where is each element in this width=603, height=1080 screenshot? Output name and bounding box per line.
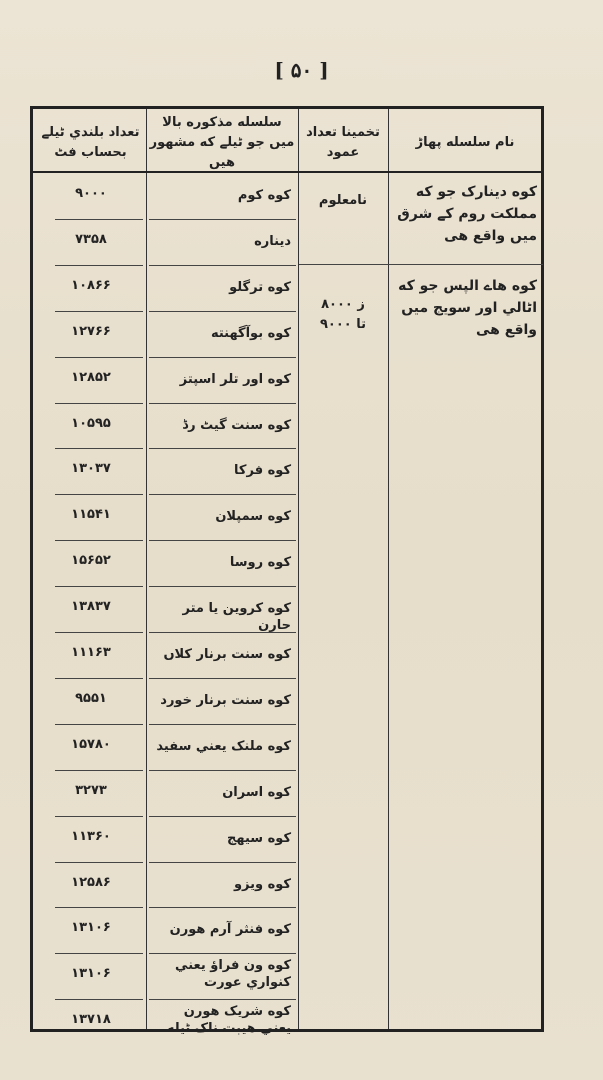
row-separator bbox=[55, 540, 143, 541]
peak-name: کوه سمپلان bbox=[215, 509, 291, 525]
peak-height: ۷۳۵۸ bbox=[75, 231, 107, 247]
row-separator bbox=[149, 357, 296, 358]
peak-height: ۱۵۶۵۲ bbox=[71, 553, 111, 569]
row-separator bbox=[149, 907, 296, 908]
column-divider bbox=[146, 109, 147, 1029]
range-dinaric: کوه دینارک جو که مملکت روم کے شرق میں واقع هی bbox=[397, 184, 537, 244]
row-separator bbox=[55, 862, 143, 863]
row-separator bbox=[55, 311, 143, 312]
row-separator bbox=[149, 219, 296, 220]
row-separator bbox=[55, 724, 143, 725]
peak-height: ۹۰۰۰ bbox=[75, 186, 107, 201]
estimate-alps-from: ز ۸۰۰۰ bbox=[321, 297, 365, 312]
peak-height: ۱۲۵۸۶ bbox=[71, 874, 111, 890]
peak-name: کوه کروین یا متر حارن bbox=[182, 601, 291, 634]
row-separator bbox=[55, 999, 143, 1000]
peak-height: ۱۳۱۰۶ bbox=[71, 920, 111, 936]
peak-name: کوه اسران bbox=[222, 784, 291, 800]
row-separator bbox=[149, 678, 296, 679]
row-separator bbox=[55, 219, 143, 220]
estimate-alps-to: تا ۹۰۰۰ bbox=[319, 317, 367, 332]
peak-name: کوه سنت برنار کلاں bbox=[163, 647, 291, 662]
row-separator bbox=[55, 265, 143, 266]
peak-height: ۱۵۷۸۰ bbox=[71, 736, 111, 752]
peak-height: ۹۵۵۱ bbox=[75, 690, 107, 706]
row-separator bbox=[149, 586, 296, 587]
header-height: تعداد بلندي ٹیلے بحساب فٹ bbox=[41, 125, 140, 160]
peak-height: ۱۲۸۵۲ bbox=[71, 369, 111, 385]
peak-name: کوه فنثر آرم هورن bbox=[169, 922, 291, 938]
peak-name: کوه اور تلر اسپتز bbox=[179, 371, 291, 387]
row-separator bbox=[149, 311, 296, 312]
header-estimate: تخمینا تعداد عمود bbox=[306, 125, 380, 160]
peak-name: کوه سنت برنار خورد bbox=[160, 692, 291, 708]
mountain-table bbox=[30, 106, 544, 1037]
peak-name: کوه روسا bbox=[229, 555, 291, 571]
row-separator bbox=[149, 953, 296, 954]
range-alps: کوه هاے الپس جو که اٹالي اور سویج میں واقع هی bbox=[398, 278, 537, 338]
peak-height: ۳۲۷۳ bbox=[75, 782, 107, 798]
row-separator bbox=[149, 816, 296, 817]
peak-name: کوه ویزو bbox=[233, 876, 291, 892]
peak-name: کوه سیهج bbox=[227, 830, 291, 846]
page-number: [ ۵۰ ] bbox=[274, 58, 329, 82]
row-separator bbox=[149, 540, 296, 541]
row-separator bbox=[149, 724, 296, 725]
peak-height: ۱۲۷۶۶ bbox=[71, 323, 111, 339]
row-separator bbox=[55, 632, 143, 633]
row-separator bbox=[55, 678, 143, 679]
peak-height: ۱۱۵۴۱ bbox=[71, 507, 111, 523]
row-separator bbox=[55, 907, 143, 908]
peak-name: کوه شریک هورن یعني هیبت ناک ٹیله bbox=[166, 1004, 291, 1037]
header-range-name: نام سلسله پهاڑ bbox=[415, 135, 515, 150]
peak-height: ۱۳۸۳۷ bbox=[71, 599, 111, 615]
row-separator bbox=[149, 448, 296, 449]
row-separator bbox=[55, 494, 143, 495]
row-separator bbox=[149, 999, 296, 1000]
row-separator bbox=[149, 862, 296, 863]
peak-name: کوه ترگلو bbox=[229, 279, 291, 295]
row-separator bbox=[55, 770, 143, 771]
peak-height: ۱۰۸۶۶ bbox=[71, 277, 111, 293]
peak-name: دیناره bbox=[254, 233, 291, 249]
header-peaks: سلسله مذکوره بالا میں جو ٹیلے که مشهور هیں bbox=[149, 115, 295, 170]
peak-name: کوه کوم bbox=[237, 188, 291, 203]
peak-name: کوه ون فراؤ یعني کنواري عورت bbox=[175, 958, 291, 991]
peak-height: ۱۱۱۶۳ bbox=[71, 645, 111, 660]
peak-name: کوه بوآگهنته bbox=[210, 325, 291, 341]
row-separator bbox=[149, 632, 296, 633]
peak-height: ۱۱۳۶۰ bbox=[71, 828, 111, 844]
estimate-dinaric: نامعلوم bbox=[318, 193, 368, 208]
row-separator bbox=[55, 586, 143, 587]
row-separator bbox=[55, 953, 143, 954]
row-separator bbox=[149, 494, 296, 495]
column-divider bbox=[298, 109, 299, 1029]
peak-height: ۱۳۰۳۷ bbox=[71, 461, 111, 477]
group-separator bbox=[299, 264, 543, 265]
row-separator bbox=[55, 357, 143, 358]
row-separator bbox=[149, 770, 296, 771]
column-divider bbox=[388, 109, 389, 1029]
peak-name: کوه فرکا bbox=[234, 463, 291, 479]
peak-height: ۱۳۱۰۶ bbox=[71, 966, 111, 982]
row-separator bbox=[55, 448, 143, 449]
peak-name: کوه سنت گیٹ رڈ bbox=[182, 417, 291, 433]
row-separator bbox=[55, 816, 143, 817]
row-separator bbox=[55, 403, 143, 404]
row-separator bbox=[149, 403, 296, 404]
peak-name: کوه ملنک یعني سفید bbox=[156, 738, 291, 754]
peak-height: ۱۰۵۹۵ bbox=[71, 415, 111, 431]
row-separator bbox=[149, 265, 296, 266]
peak-height: ۱۳۷۱۸ bbox=[71, 1012, 111, 1028]
